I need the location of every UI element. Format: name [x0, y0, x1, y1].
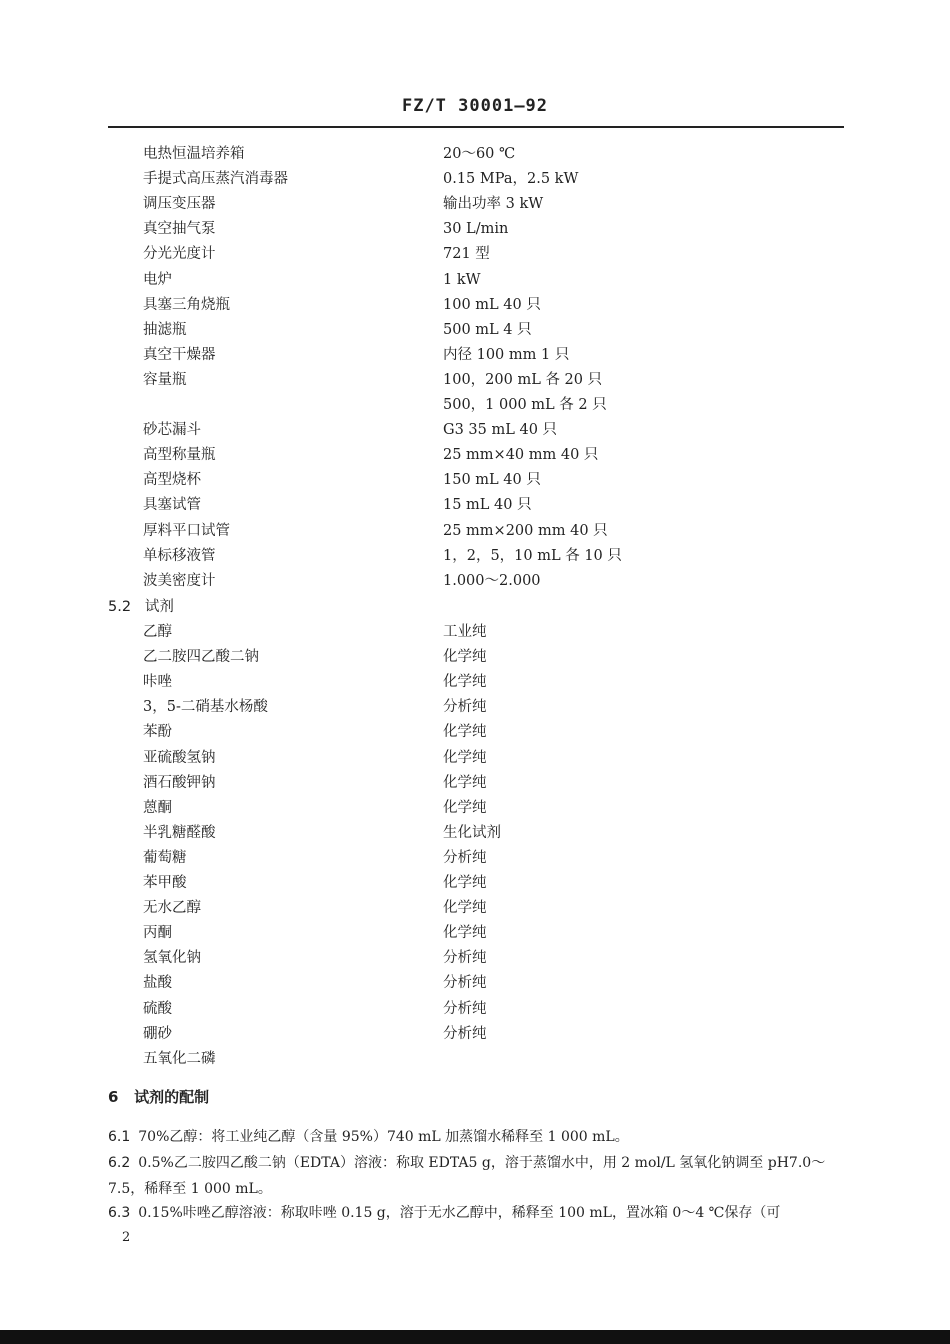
reagent-name: 3，5-二硝基水杨酸 [143, 699, 268, 716]
paragraph-6-2 [108, 1150, 848, 1202]
equipment-name: 手提式高压蒸汽消毒器 [143, 171, 288, 188]
paragraph-number: 6.1 [108, 1129, 131, 1145]
reagent-grade: 分析纯 [443, 1000, 487, 1017]
equipment-name: 电炉 [143, 271, 172, 288]
reagent-name: 五氧化二磷 [143, 1050, 216, 1067]
reagent-name: 苯甲酸 [143, 875, 187, 891]
reagent-grade: 生化试剂 [443, 824, 501, 841]
reagent-name: 乙醇 [143, 624, 172, 640]
equipment-name: 容量瓶 [143, 371, 187, 388]
reagent-name: 半乳糖醛酸 [143, 824, 216, 841]
equipment-spec: 15 mL 40 只 [443, 497, 532, 514]
equipment-name: 具塞三角烧瓶 [143, 296, 230, 313]
equipment-spec: 100 mL 40 只 [443, 296, 541, 313]
equipment-spec: 150 mL 40 只 [443, 472, 541, 489]
section-title: 试剂的配制 [134, 1088, 210, 1106]
reagent-grade: 化学纯 [443, 749, 487, 766]
reagent-name: 酒石酸钾钠 [143, 774, 216, 791]
equipment-spec: 500，1 000 mL 各 2 只 [443, 397, 607, 413]
equipment-spec: 1.000～2.000 [443, 572, 541, 589]
reagent-grade: 化学纯 [443, 900, 487, 917]
paragraph-number: 6.2 [108, 1155, 131, 1171]
equipment-name: 厚料平口试管 [143, 522, 230, 539]
equipment-name: 真空抽气泵 [143, 221, 216, 238]
reagent-grade: 分析纯 [443, 849, 487, 866]
reagent-grade: 化学纯 [443, 925, 487, 942]
page-number: 2 [122, 1230, 131, 1245]
equipment-name: 波美密度计 [143, 572, 216, 589]
equipment-spec: 30 L/min [443, 221, 509, 238]
reagent-grade: 分析纯 [443, 699, 487, 716]
scan-edge-bar [0, 1330, 950, 1344]
equipment-spec: 内径 100 mm 1 只 [443, 346, 570, 363]
standard-code-header: FZ/T 30001—92 [401, 96, 549, 116]
reagent-name: 葡萄糖 [143, 849, 187, 866]
reagent-grade: 化学纯 [443, 724, 487, 741]
reagent-grade: 化学纯 [443, 674, 487, 691]
equipment-name: 分光光度计 [143, 246, 216, 263]
section-number: 5.2 [108, 599, 132, 615]
equipment-name: 电热恒温培养箱 [143, 146, 245, 162]
reagent-name: 硼砂 [143, 1025, 172, 1042]
equipment-name: 抽滤瓶 [143, 321, 187, 338]
section-title: 试剂 [144, 599, 174, 615]
reagent-name: 氢氧化钠 [143, 950, 201, 967]
equipment-spec: 100，200 mL 各 20 只 [443, 371, 603, 388]
equipment-spec: 0.15 MPa，2.5 kW [443, 171, 579, 188]
equipment-name: 具塞试管 [143, 497, 201, 514]
paragraph-text: 70%乙醇：将工业纯乙醇（含量 95%）740 mL 加蒸馏水稀释至 1 000 mL。 [138, 1129, 629, 1145]
equipment-spec: 25 mm×40 mm 40 只 [443, 447, 599, 464]
reagent-grade: 分析纯 [443, 1025, 487, 1042]
equipment-spec: 25 mm×200 mm 40 只 [443, 522, 608, 539]
reagent-name: 苯酚 [143, 724, 172, 741]
header-rule [108, 126, 844, 128]
paragraph-text: 0.5%乙二胺四乙酸二钠（EDTA）溶液：称取 EDTA5 g，溶于蒸馏水中，用 2 mol/L 氢氧化钠调至 pH7.0～7.5，稀释至 1 000 mL。 [108, 1155, 826, 1197]
equipment-name: 真空干燥器 [143, 346, 216, 363]
equipment-name: 砂芯漏斗 [143, 422, 201, 439]
section-6-heading [108, 1086, 209, 1107]
equipment-spec: 20～60 ℃ [443, 146, 516, 162]
reagent-name: 咔唑 [143, 674, 172, 691]
equipment-name: 高型称量瓶 [143, 447, 216, 464]
reagent-name: 盐酸 [143, 975, 172, 992]
paragraph-number: 6.3 [108, 1205, 131, 1221]
equipment-name: 高型烧杯 [143, 472, 201, 489]
reagent-grade: 化学纯 [443, 774, 487, 791]
equipment-spec: 1，2，5，10 mL 各 10 只 [443, 547, 622, 564]
paragraph-6-1 [108, 1124, 848, 1150]
section-number: 6 [108, 1088, 119, 1106]
reagent-grade: 分析纯 [443, 975, 487, 992]
reagent-grade: 分析纯 [443, 950, 487, 967]
reagent-name: 蒽酮 [143, 799, 172, 816]
equipment-spec: G3 35 mL 40 只 [443, 422, 558, 439]
reagent-name: 无水乙醇 [143, 900, 201, 917]
reagent-grade: 化学纯 [443, 799, 487, 816]
equipment-spec: 721 型 [443, 246, 490, 263]
reagent-name: 乙二胺四乙酸二钠 [143, 649, 259, 666]
equipment-name: 调压变压器 [143, 196, 216, 213]
reagent-name: 亚硫酸氢钠 [143, 749, 216, 766]
equipment-spec: 1 kW [443, 271, 481, 288]
paragraph-6-3 [108, 1200, 848, 1226]
reagent-name: 丙酮 [143, 925, 172, 942]
equipment-spec: 输出功率 3 kW [443, 196, 544, 213]
reagent-grade: 化学纯 [443, 875, 487, 891]
reagent-grade: 化学纯 [443, 649, 487, 666]
paragraph-text: 0.15%咔唑乙醇溶液：称取咔唑 0.15 g，溶于无水乙醇中，稀释至 100 mL，置冰箱 0～4 ℃保存（可 [138, 1205, 781, 1221]
equipment-name: 单标移液管 [143, 547, 216, 564]
reagent-name: 硫酸 [143, 1000, 172, 1017]
equipment-spec: 500 mL 4 只 [443, 321, 532, 338]
section-5-2-heading [108, 595, 174, 620]
reagent-grade: 工业纯 [443, 624, 487, 640]
